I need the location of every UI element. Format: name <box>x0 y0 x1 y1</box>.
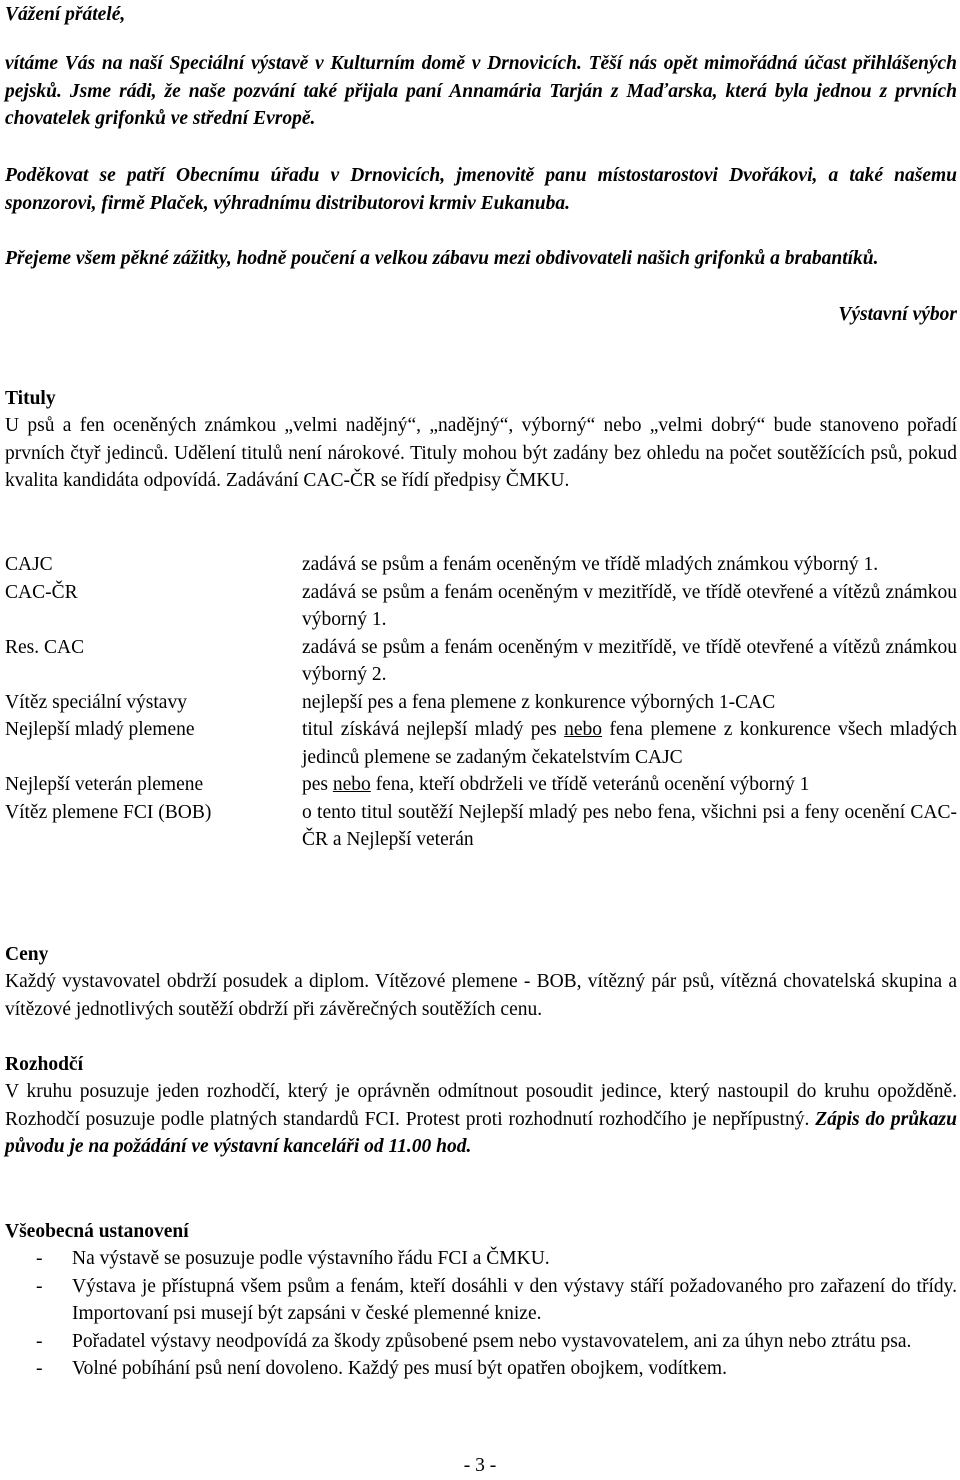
list-item <box>36 1273 957 1328</box>
list-bullet: - <box>36 1275 43 1297</box>
general-heading: Všeobecná ustanovení <box>5 1221 189 1242</box>
underlined-word: nebo <box>332 774 371 795</box>
underlined-word: nebo <box>564 719 603 740</box>
title-name: Nejlepší mladý plemene <box>5 719 195 740</box>
title-description: zadává se psům a fenám oceněným v mezitřídě, ve třídě otevřené a vítězů známkou výborný 2. <box>302 636 957 685</box>
title-description <box>302 716 957 771</box>
title-row <box>5 579 957 634</box>
page-number: - 3 - <box>463 1455 497 1476</box>
title-row <box>5 799 957 854</box>
general-list <box>36 1245 957 1383</box>
list-bullet: - <box>36 1358 43 1379</box>
title-description-part: titul získává nejlepší mladý pes <box>302 719 565 740</box>
titles-paragraph: U psů a fen oceněných známkou „velmi nadějný“, „nadějný“, výborný“ nebo „velmi dobrý“ bude stanoveno pořadí prvních čtyř jedinců. Udělení titulů není nárokové. Tituly mohou být zadány bez ohledu na počet soutěžících psů, pokud kvalita kandidáta odpovídá. Zadávání CAC-ČR se řídí předpisy ČMKU. <box>5 415 957 491</box>
title-row <box>5 551 957 579</box>
list-bullet: - <box>36 1248 43 1269</box>
judge-heading: Rozhodčí <box>5 1054 83 1075</box>
judge-text: V kruhu posuzuje jeden rozhodčí, který je oprávněn odmítnout posoudit jedince, který nastoupil do kruhu opožděně. Rozhodčí posuzuje podle platných standardů FCI. Protest proti rozhodnutí rozhodčího je nepřípustný. <box>5 1081 957 1130</box>
title-description-part: fena plemene z konkurence všech mladých jedinců plemene se zadaným čekatelstvím CAJC <box>302 719 958 768</box>
welcome-paragraph: vítáme Vás na naší Speciální výstavě v Kulturním domě v Drnovicích. Těší nás opět mimořádná účast přihlášených pejsků. Jsme rádi, že naše pozvání také přijala paní Annamária Tarján z Maďarska, která byla jednou z prvních chovatelek grifonků ve střední Evropě. <box>5 53 957 129</box>
title-name: Vítěz plemene FCI (BOB) <box>5 801 212 823</box>
title-name: Nejlepší veterán plemene <box>5 774 204 795</box>
title-name: CAC-ČR <box>5 581 78 603</box>
titles-table <box>5 551 957 854</box>
signature: Výstavní výbor <box>838 304 957 325</box>
list-item-text: Na výstavě se posuzuje podle výstavního řádu FCI a ČMKU. <box>72 1248 550 1269</box>
title-name: Vítěz speciální výstavy <box>5 691 187 713</box>
title-description: o tento titul soutěží Nejlepší mladý pes nebo fena, všichni psi a feny ocenění CAC-ČR a Nejlepší veterán <box>302 801 957 850</box>
title-description: zadává se psům a fenám oceněným v mezitřídě, ve třídě otevřené a vítězů známkou výborný 1. <box>302 581 957 630</box>
prizes-paragraph: Každý vystavovatel obdrží posudek a diplom. Vítězové plemene - BOB, vítězný pár psů, vítězná chovatelská skupina a vítězové jednotlivých soutěží obdrží při závěrečných soutěžích cenu. <box>5 971 957 1020</box>
title-row <box>5 716 957 771</box>
title-row <box>5 771 957 799</box>
list-item <box>36 1355 957 1383</box>
title-description: zadává se psům a fenám oceněným ve třídě mladých známkou výborný 1. <box>302 554 879 575</box>
title-name: CAJC <box>5 554 53 575</box>
list-item <box>36 1245 957 1273</box>
list-bullet: - <box>36 1330 43 1352</box>
title-row <box>5 689 957 717</box>
titles-heading: Tituly <box>5 388 56 409</box>
list-item-text: Výstava je přístupná všem psům a fenám, kteří dosáhli v den výstavy stáří požadovaného pro zařazení do třídy. Importovaní psi musejí být zapsáni v české plemenné knize. <box>72 1275 957 1324</box>
prizes-heading: Ceny <box>5 944 49 965</box>
list-item <box>36 1328 957 1356</box>
list-item-text: Pořadatel výstavy neodpovídá za škody způsobené psem nebo vystavovatelem, ani za úhyn nebo ztrátu psa. <box>72 1330 912 1352</box>
thanks-paragraph: Poděkovat se patří Obecnímu úřadu v Drnovicích, jmenovitě panu místostarostovi Dvořákovi, a také našemu sponzorovi, firmě Plaček, výhradnímu distributorovi krmiv Eukanuba. <box>5 165 957 214</box>
title-row <box>5 634 957 689</box>
greeting: Vážení přátelé, <box>5 4 126 25</box>
title-name: Res. CAC <box>5 636 85 658</box>
title-description <box>302 771 957 799</box>
wishes-paragraph: Přejeme všem pěkné zážitky, hodně poučení a velkou zábavu mezi obdivovateli našich grifonků a brabantíků. <box>5 248 879 269</box>
title-description-part: pes <box>302 774 333 795</box>
title-description-part: fena, kteří obdrželi ve třídě veteránů ocenění výborný 1 <box>370 774 810 795</box>
judge-paragraph <box>5 1078 957 1161</box>
title-description: nejlepší pes a fena plemene z konkurence výborných 1-CAC <box>302 691 776 713</box>
list-item-text: Volné pobíhání psů není dovoleno. Každý pes musí být opatřen obojkem, vodítkem. <box>72 1358 727 1379</box>
judge-note: Zápis do průkazu původu je na požádání ve výstavní kanceláři od 11.00 hod. <box>5 1108 957 1157</box>
